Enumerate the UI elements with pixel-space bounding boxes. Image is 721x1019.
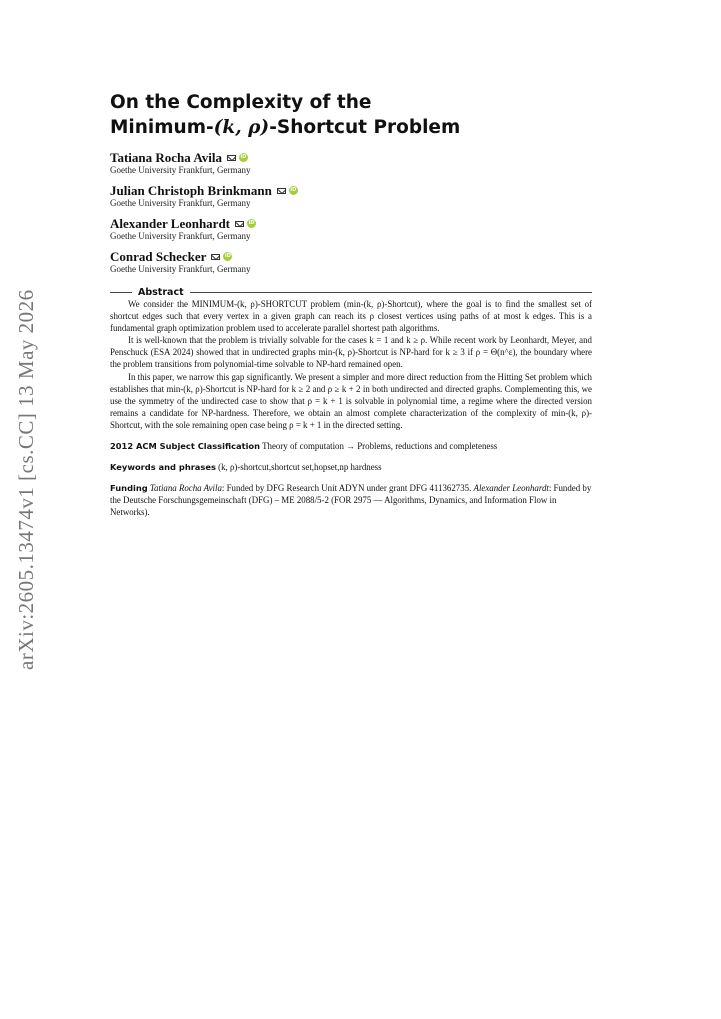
- author-list: [110, 150, 592, 275]
- author-entry: [110, 150, 592, 176]
- abstract-paragraph: In this paper, we narrow this gap significantly. We present a simpler and more direct reduction from the Hitting Set problem which establishes that min-(k, ρ)-Shortcut is NP-hard for k ≥ 2 and ρ ≥ k + 2 in both undirected and directed graphs. Complementing this, we use the symmetry of the undirected case to show that ρ = k + 1 is solvable in polynomial time, a regime where the directed version remains a candidate for NP-hardness. Therefore, we obtain an almost complete characterization of the complexity of min-(k, ρ)-Shortcut, with the sole remaining open case being ρ = k + 1 in the directed setting.: [110, 371, 592, 430]
- author-affiliation: Goethe University Frankfurt, Germany: [110, 231, 251, 241]
- keywords-text: (k, ρ)-shortcut,shortcut set,hopset,np hardness: [218, 462, 382, 473]
- abstract-heading-text: Abstract: [138, 287, 184, 298]
- author-name: Alexander Leonhardt: [110, 216, 231, 231]
- funding-text: : Funded by the Deutsche Forschungsgemeinschaft (DFG) – ME 2088/5-2 (FOR 2975 — Algorithms, Dynamics, and Information Flow in Networks).: [110, 483, 592, 518]
- heading-rule: [110, 292, 132, 293]
- orcid-icon[interactable]: iD: [240, 154, 247, 160]
- orcid-icon[interactable]: iD: [224, 253, 231, 259]
- keywords-label: Keywords and phrases: [110, 462, 216, 473]
- paper-title: [110, 90, 592, 140]
- acm-classification: [110, 440, 592, 452]
- title-line-2-math: (k, ρ): [213, 117, 270, 138]
- author-affiliation: Goethe University Frankfurt, Germany: [110, 165, 251, 175]
- paper-content: [110, 90, 592, 528]
- author-name: Julian Christoph Brinkmann: [110, 183, 272, 198]
- funding-label: Funding: [110, 483, 148, 494]
- envelope-icon[interactable]: [227, 155, 236, 161]
- envelope-icon[interactable]: [235, 221, 244, 227]
- author-name: Tatiana Rocha Avila: [110, 150, 222, 165]
- author-entry: [110, 216, 592, 242]
- author-entry: [110, 183, 592, 209]
- abstract-paragraph: It is well-known that the problem is trivially solvable for the cases k = 1 and k ≥ ρ. While recent work by Leonhardt, Meyer, and Penschuck (ESA 2024) showed that in undirected graphs min-(k, ρ)-Shortcut is NP-hard for k ≥ 3 if ρ = Θ(n^ε), the boundary where the problem transitions from polynomial-time solvable to NP-hard remained open.: [110, 335, 592, 370]
- orcid-icon[interactable]: iD: [248, 220, 255, 226]
- author-entry: [110, 249, 592, 275]
- author-name: Conrad Schecker: [110, 249, 207, 264]
- funding-name: Alexander Leonhardt: [473, 483, 549, 494]
- acm-text: Theory of computation → Problems, reductions and completeness: [262, 441, 498, 452]
- author-affiliation: Goethe University Frankfurt, Germany: [110, 198, 251, 208]
- author-affiliation: Goethe University Frankfurt, Germany: [110, 264, 251, 274]
- keywords: [110, 461, 592, 473]
- envelope-icon[interactable]: [211, 254, 220, 260]
- abstract-section: [110, 287, 592, 431]
- title-line-2-prefix: Minimum-: [110, 117, 214, 138]
- arxiv-identifier: arXiv:2605.13474v1 [cs.CC] 13 May 2026: [14, 289, 38, 670]
- funding: [110, 482, 592, 518]
- title-line-2-suffix: -Shortcut Problem: [269, 117, 461, 138]
- heading-rule: [190, 292, 592, 293]
- abstract-paragraph: We consider the MINIMUM-(k, ρ)-SHORTCUT problem (min-(k, ρ)-Shortcut), where the goal is to find the smallest set of shortcut edges such that every vertex in a given graph can reach its ρ closest vertices using paths of at most k edges. This is a fundamental graph optimization problem used to accelerate parallel shortest path algorithms.: [110, 299, 592, 334]
- metadata-section: [110, 440, 592, 518]
- funding-text: : Funded by DFG Research Unit ADYN under grant DFG 411362735.: [221, 483, 472, 494]
- title-line-1: On the Complexity of the: [110, 92, 372, 113]
- envelope-icon[interactable]: [277, 188, 286, 194]
- funding-name: Tatiana Rocha Avila: [149, 483, 222, 494]
- acm-label: 2012 ACM Subject Classification: [110, 441, 261, 452]
- abstract-heading: [110, 287, 592, 298]
- orcid-icon[interactable]: iD: [290, 187, 297, 193]
